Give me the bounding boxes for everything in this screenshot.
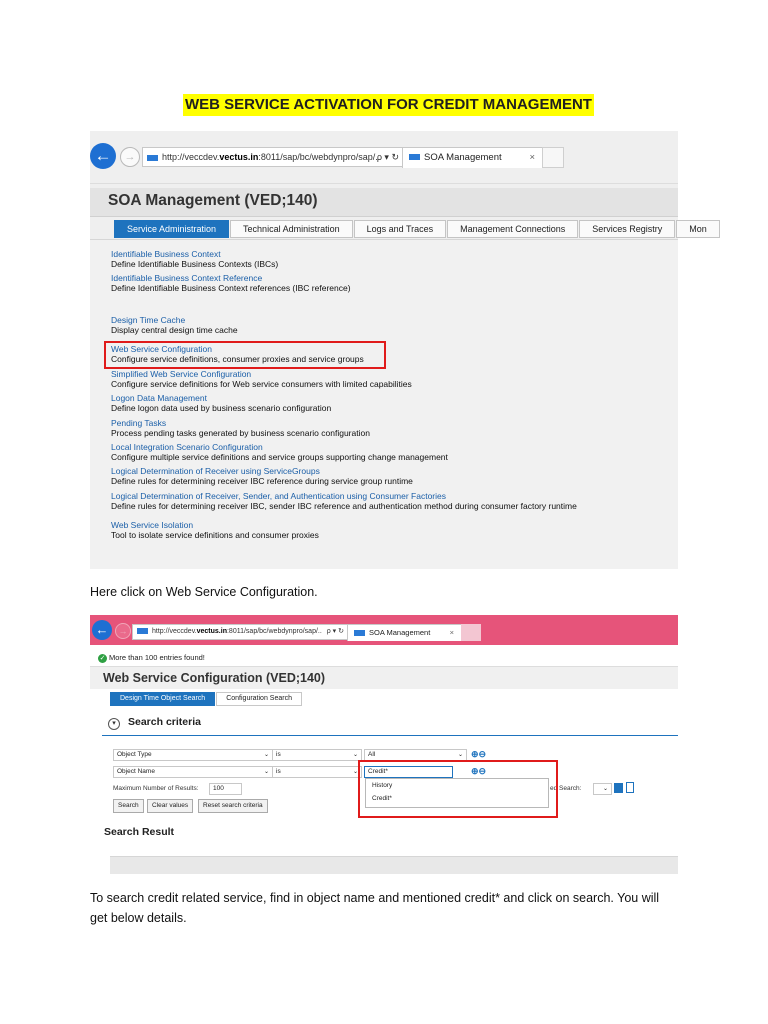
entry-link[interactable]: Logical Determination of Receiver, Sender, and Authentication using Consumer Factories bbox=[111, 491, 446, 501]
entry-link[interactable]: Logical Determination of Receiver using ServiceGroups bbox=[111, 466, 320, 476]
url-suffix: :8011/sap/bc/webdynpro/sap/.. bbox=[226, 628, 322, 635]
tabstrip bbox=[110, 692, 303, 706]
address-bar[interactable] bbox=[142, 147, 404, 167]
document-title: WEB SERVICE ACTIVATION FOR CREDIT MANAGEMENT bbox=[183, 94, 594, 116]
object-name-operator-select[interactable] bbox=[272, 766, 362, 778]
url-prefix: http://veccdev. bbox=[152, 628, 197, 635]
chevron-down-icon: ⌄ bbox=[457, 752, 463, 758]
list-item bbox=[111, 315, 238, 335]
browser-toolbar bbox=[90, 131, 678, 184]
search-button[interactable]: Search bbox=[113, 799, 144, 813]
delete-icon[interactable] bbox=[626, 782, 634, 793]
forward-arrow-icon[interactable]: → bbox=[115, 623, 131, 639]
entry-description: Tool to isolate service definitions and consumer proxies bbox=[111, 530, 319, 540]
select-value: is bbox=[276, 751, 281, 758]
address-bar[interactable] bbox=[132, 624, 349, 640]
tab-management-connections[interactable]: Management Connections bbox=[447, 220, 578, 238]
url-domain: vectus.in bbox=[196, 628, 227, 635]
reset-search-criteria-button[interactable]: Reset search criteria bbox=[198, 799, 268, 813]
add-remove-icon[interactable]: ⊕⊖ bbox=[471, 766, 487, 776]
select-value: Object Type bbox=[117, 751, 152, 758]
tab-technical-administration[interactable]: Technical Administration bbox=[230, 220, 353, 238]
object-name-field-select[interactable] bbox=[113, 766, 273, 778]
entry-description: Define rules for determining receiver IBC reference during service group runtime bbox=[111, 476, 413, 486]
entry-link[interactable]: Local Integration Scenario Configuration bbox=[111, 442, 263, 452]
search-result-title: Search Result bbox=[104, 826, 175, 838]
screenshot-web-service-configuration bbox=[90, 615, 678, 873]
tab-services-registry[interactable]: Services Registry bbox=[579, 220, 675, 238]
object-type-operator-select[interactable] bbox=[272, 749, 362, 761]
page-title: Web Service Configuration (VED;140) bbox=[103, 671, 326, 685]
list-item bbox=[111, 393, 331, 413]
sap-logo-icon bbox=[137, 628, 148, 634]
search-result-table-header bbox=[110, 856, 678, 874]
list-item bbox=[111, 491, 577, 511]
list-item bbox=[111, 418, 370, 438]
chevron-down-icon: ⌄ bbox=[352, 752, 358, 758]
collapse-icon[interactable]: ▾ bbox=[108, 718, 120, 730]
tab-title: SOA Management bbox=[424, 152, 502, 163]
select-value: Object Name bbox=[117, 768, 155, 775]
chevron-down-icon: ⌄ bbox=[263, 769, 269, 775]
browser-tab-soa[interactable] bbox=[402, 147, 544, 168]
tab-monitoring[interactable]: Mon bbox=[676, 220, 720, 238]
entry-link[interactable]: Identifiable Business Context Reference bbox=[111, 273, 263, 283]
tab-title: SOA Management bbox=[369, 628, 431, 637]
chevron-down-icon: ⌄ bbox=[263, 752, 269, 758]
url-suffix: :8011/sap/bc/webdynpro/sap/.. bbox=[258, 152, 381, 162]
close-icon[interactable]: × bbox=[449, 628, 454, 637]
search-criteria-title: Search criteria bbox=[128, 716, 201, 728]
max-results-input[interactable] bbox=[209, 783, 242, 795]
select-value: is bbox=[276, 768, 281, 775]
entry-description: Configure service definitions, consumer proxies and service groups bbox=[111, 354, 364, 364]
url-prefix: http://veccdev. bbox=[162, 152, 220, 162]
entry-link[interactable]: Logon Data Management bbox=[111, 393, 207, 403]
select-value: All bbox=[368, 751, 376, 758]
sap-logo-icon bbox=[409, 154, 420, 160]
chevron-down-icon: ⌄ bbox=[352, 769, 358, 775]
url-text bbox=[162, 152, 380, 162]
object-type-field-select[interactable] bbox=[113, 749, 273, 761]
entry-link[interactable]: Design Time Cache bbox=[111, 315, 186, 325]
input-value: Credit* bbox=[368, 768, 388, 775]
page-title: SOA Management (VED;140) bbox=[108, 192, 318, 209]
check-icon: ✓ bbox=[99, 654, 106, 662]
address-controls[interactable]: ρ ▾ ↻ bbox=[376, 152, 399, 162]
tab-design-time-object-search[interactable]: Design Time Object Search bbox=[110, 692, 215, 706]
max-results-label: Maximum Number of Results: bbox=[113, 785, 199, 792]
url-text bbox=[152, 628, 322, 635]
app-header bbox=[90, 188, 678, 217]
saved-search-select[interactable] bbox=[593, 783, 612, 795]
saved-search-label: ed Search: bbox=[550, 785, 582, 792]
save-icon[interactable] bbox=[614, 783, 623, 793]
forward-arrow-icon[interactable]: → bbox=[120, 147, 140, 167]
list-item bbox=[111, 466, 413, 486]
tabstrip bbox=[114, 220, 721, 238]
tab-service-administration[interactable]: Service Administration bbox=[114, 220, 229, 238]
highlight-box bbox=[358, 760, 558, 818]
list-item bbox=[111, 369, 412, 389]
instruction-text-1: Here click on Web Service Configuration. bbox=[90, 585, 318, 599]
entry-description: Configure service definitions for Web service consumers with limited capabilities bbox=[111, 379, 412, 389]
back-arrow-icon[interactable]: ← bbox=[90, 143, 116, 169]
instruction-text-2-line-1: To search credit related service, find in object name and mentioned credit* and click on search. You will bbox=[90, 891, 660, 905]
entry-description: Define Identifiable Business Context references (IBC reference) bbox=[111, 283, 351, 293]
clear-values-button[interactable]: Clear values bbox=[147, 799, 193, 813]
entry-description: Configure multiple service definitions and service groups supporting change management bbox=[111, 452, 448, 462]
tab-configuration-search[interactable]: Configuration Search bbox=[216, 692, 302, 706]
entry-description: Display central design time cache bbox=[111, 325, 238, 335]
entry-description: Define logon data used by business scenario configuration bbox=[111, 403, 332, 413]
input-value: 100 bbox=[213, 785, 224, 792]
list-item bbox=[111, 249, 278, 269]
entry-description: Define rules for determining receiver IBC, sender IBC reference and authentication method during consumer factory runtime bbox=[111, 501, 577, 511]
web-service-configuration-link[interactable]: Web Service Configuration bbox=[111, 344, 212, 354]
new-tab-button[interactable] bbox=[461, 624, 481, 641]
new-tab-button[interactable] bbox=[542, 147, 564, 168]
chevron-down-icon: ⌄ bbox=[602, 786, 608, 792]
close-icon[interactable]: × bbox=[529, 152, 535, 163]
entry-description: Process pending tasks generated by business scenario configuration bbox=[111, 428, 370, 438]
status-message bbox=[98, 653, 205, 663]
back-arrow-icon[interactable]: ← bbox=[92, 620, 112, 640]
status-message-text: More than 100 entries found! bbox=[109, 653, 205, 662]
list-item bbox=[111, 273, 351, 293]
dropdown-option-history[interactable]: History bbox=[372, 782, 393, 789]
instruction-text-2-line-2: get below details. bbox=[90, 911, 187, 925]
highlight-box bbox=[104, 341, 386, 369]
add-remove-icon[interactable]: ⊕⊖ bbox=[471, 749, 487, 759]
app-header bbox=[90, 666, 678, 689]
search-criteria-header bbox=[102, 713, 678, 736]
entry-description: Define Identifiable Business Contexts (IBCs) bbox=[111, 259, 279, 269]
list-item bbox=[111, 442, 448, 462]
browser-toolbar bbox=[90, 615, 678, 645]
entry-link[interactable]: Simplified Web Service Configuration bbox=[111, 369, 252, 379]
screenshot-soa-management bbox=[90, 131, 707, 568]
sap-logo-icon bbox=[354, 630, 365, 636]
entry-link[interactable]: Identifiable Business Context bbox=[111, 249, 221, 259]
entry-link[interactable]: Pending Tasks bbox=[111, 418, 167, 428]
dropdown-option-credit[interactable]: Credit* bbox=[372, 795, 392, 802]
browser-tab-soa[interactable] bbox=[347, 624, 463, 641]
url-domain: vectus.in bbox=[219, 152, 259, 162]
tab-logs-and-traces[interactable]: Logs and Traces bbox=[354, 220, 447, 238]
sap-logo-icon bbox=[147, 155, 158, 161]
entry-link[interactable]: Web Service Isolation bbox=[111, 520, 194, 530]
list-item bbox=[111, 520, 319, 540]
address-controls[interactable]: ρ ▾ ↻ bbox=[326, 628, 344, 635]
